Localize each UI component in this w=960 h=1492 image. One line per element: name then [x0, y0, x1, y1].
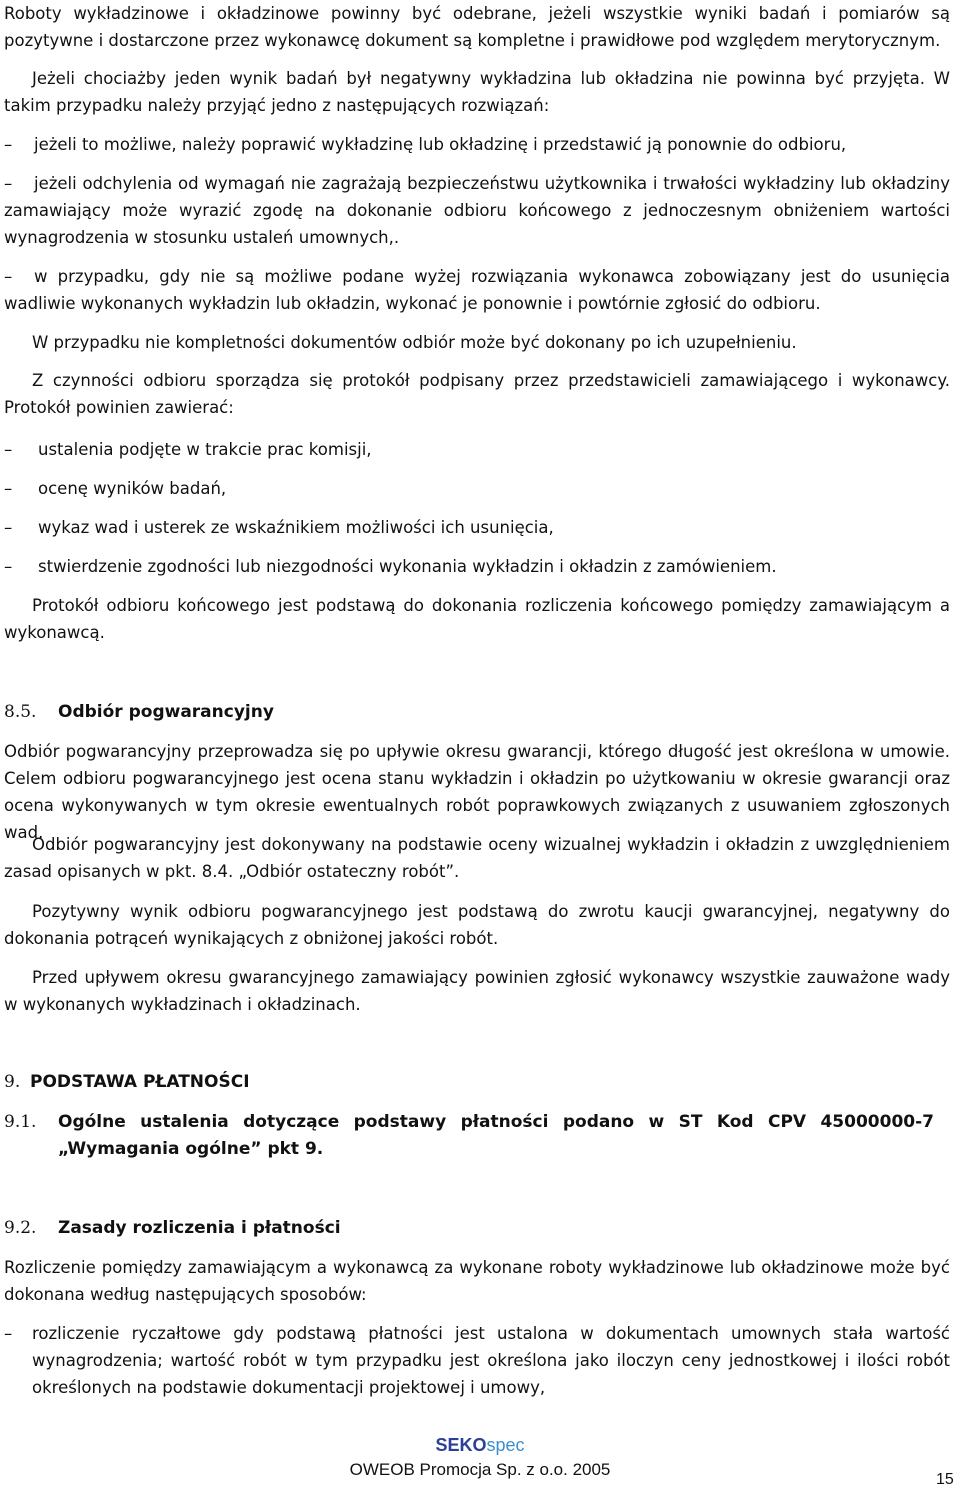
brand-part-seko: SEKO	[435, 1435, 487, 1455]
footer-company: OWEOB Promocja Sp. z o.o. 2005	[349, 1460, 611, 1479]
dash-bullet: –	[4, 518, 13, 537]
paragraph-final-settlement: Protokół odbioru końcowego jest podstawą do dokonania rozliczenia końcowego pomiędzy zamawiającym a wykonawcą.	[4, 596, 950, 642]
list-item	[4, 475, 950, 502]
list-item	[4, 436, 950, 463]
list-item-text: wykaz wad i usterek ze wskaźnikiem możliwości ich usunięcia,	[38, 518, 554, 537]
section-number: 9.2.	[4, 1218, 37, 1238]
dash-bullet: –	[4, 135, 13, 154]
paragraph-before-warranty-end: Przed upływem okresu gwarancyjnego zamawiający powinien zgłosić wykonawcy wszystkie zauważone wady w wykonanych wykładzinach i okładzinach.	[4, 968, 950, 1014]
section-title: Ogólne ustalenia dotyczące podstawy płatności podano w ST Kod CPV 45000000-7 „Wymagania ogólne” pkt 9.	[58, 1112, 934, 1159]
dash-bullet: –	[4, 557, 13, 576]
list-item	[4, 131, 950, 158]
section-heading-8-5	[4, 699, 274, 726]
dash-bullet: –	[4, 174, 13, 193]
dash-bullet: –	[4, 440, 13, 459]
footer-brand-logo	[0, 1435, 960, 1456]
section-title: Odbiór pogwarancyjny	[58, 702, 274, 722]
paragraph-acceptance-conditions: Roboty wykładzinowe i okładzinowe powinny być odebrane, jeżeli wszystkie wyniki badań i pomiarów są pozytywne i dostarczone przez wykonawcę dokument są kompletne i prawidłowe pod względem merytorycznym.	[4, 4, 950, 50]
paragraph-post-warranty: Odbiór pogwarancyjny przeprowadza się po upływie okresu gwarancji, którego długość jest określona w umowie. Celem odbioru pogwarancyjnego jest ocena stanu wykładzin i okładzin po użytkowaniu w okresie gwarancji oraz ocena wykonywanych w tym okresie ewentualnych robót poprawkowych związanych z usuwaniem zgłoszonych wad.	[4, 742, 950, 842]
section-heading-9-2	[4, 1215, 341, 1242]
list-item	[4, 1320, 950, 1401]
list-item-text: rozliczenie ryczałtowe gdy podstawą płatności jest ustalona w dokumentach umownych stała wartość wynagrodzenia; wartość robót w tym przypadku jest określona jako iloczyn ceny jednostkowej i ilości robót określonych na podstawie dokumentacji projektowej i umowy,	[32, 1324, 950, 1397]
section-number: 9.1.	[4, 1112, 37, 1132]
brand-part-spec: spec	[486, 1435, 525, 1455]
list-item-text: jeżeli odchylenia od wymagań nie zagrażają bezpieczeństwu użytkownika i trwałości wykładziny lub okładziny zamawiający może wyrazić zgodę na dokonanie odbioru końcowego z jednoczesnym obniżeniem wartości wynagrodzenia w stosunku ustaleń umownych,.	[4, 174, 950, 247]
list-item	[4, 263, 950, 317]
paragraph-post-warranty-basis: Odbiór pogwarancyjny jest dokonywany na podstawie oceny wizualnej wykładzin i okładzin z uwzględnieniem zasad opisanych w pkt. 8.4. „Odbiór ostateczny robót”.	[4, 835, 950, 881]
section-title: Zasady rozliczenia i płatności	[58, 1218, 341, 1238]
section-heading-9	[4, 1069, 250, 1096]
list-item-text: stwierdzenie zgodności lub niezgodności wykonania wykładzin i okładzin z zamówieniem.	[38, 557, 777, 576]
paragraph-protocol: Z czynności odbioru sporządza się protokół podpisany przez przedstawicieli zamawiającego i wykonawcy. Protokół powinien zawierać:	[4, 371, 950, 417]
list-item	[4, 170, 950, 251]
list-item	[4, 553, 950, 580]
paragraph-negative-result: Jeżeli chociażby jeden wynik badań był negatywny wykładzina lub okładzina nie powinna być przyjęta. W takim przypadku należy przyjąć jedno z następujących rozwiązań:	[4, 69, 950, 115]
section-title: PODSTAWA PŁATNOŚCI	[30, 1072, 250, 1092]
paragraph-settlement-methods: Rozliczenie pomiędzy zamawiającym a wykonawcą za wykonane roboty wykładzinowe lub okładzinowe może być dokonana według następujących sposobów:	[4, 1258, 950, 1304]
list-item-text: ocenę wyników badań,	[38, 479, 227, 498]
dash-bullet: –	[4, 479, 13, 498]
dash-bullet: –	[4, 267, 13, 286]
paragraph-incomplete-documents: W przypadku nie kompletności dokumentów odbiór może być dokonany po ich uzupełnieniu.	[32, 333, 797, 352]
list-item-text: ustalenia podjęte w trakcie prac komisji,	[38, 440, 372, 459]
page-number: 15	[936, 1471, 954, 1488]
section-number: 9.	[4, 1072, 21, 1092]
list-item-text: w przypadku, gdy nie są możliwe podane wyżej rozwiązania wykonawca zobowiązany jest do usunięcia wadliwie wykonanych wykładzin lub okładzin, wykonać je ponownie i powtórnie zgłosić do odbioru.	[4, 267, 950, 313]
list-item-text: jeżeli to możliwe, należy poprawić wykładzinę lub okładzinę i przedstawić ją ponownie do odbioru,	[34, 135, 847, 154]
section-heading-9-1	[4, 1109, 934, 1163]
list-item	[4, 514, 950, 541]
dash-bullet: –	[4, 1324, 13, 1343]
paragraph-positive-result: Pozytywny wynik odbioru pogwarancyjnego jest podstawą do zwrotu kaucji gwarancyjnej, negatywny do dokonania potrąceń wynikających z obniżonej jakości robót.	[4, 902, 950, 948]
section-number: 8.5.	[4, 702, 37, 722]
